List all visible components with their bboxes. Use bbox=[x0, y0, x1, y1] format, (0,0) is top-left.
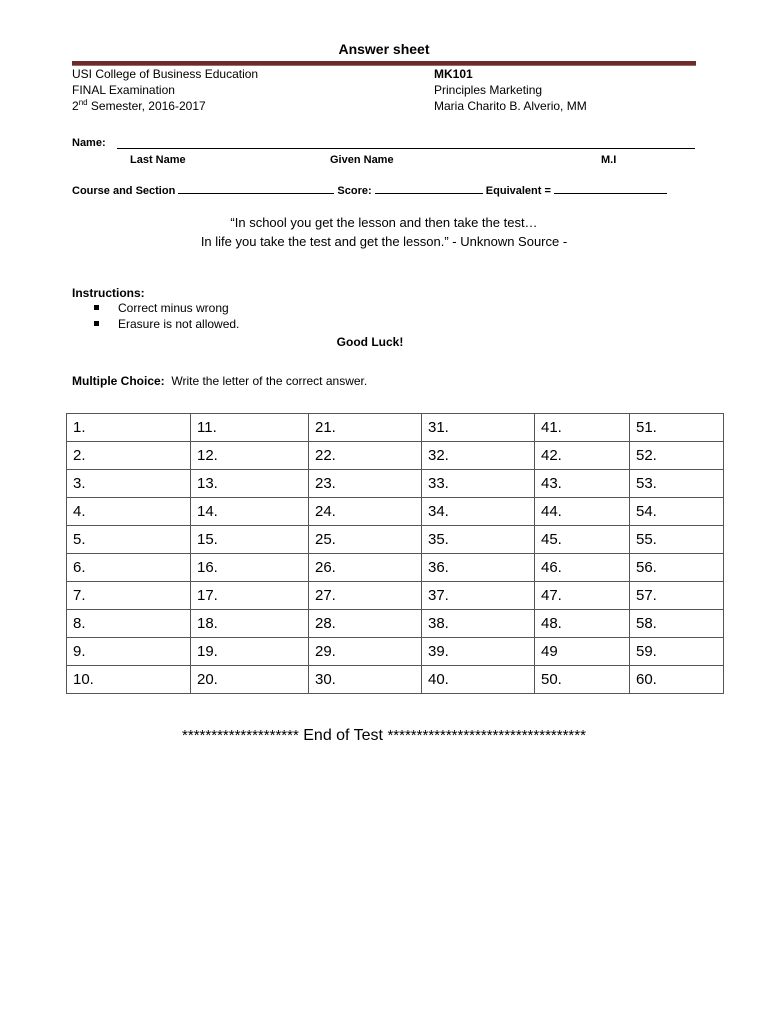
answer-cell[interactable]: 30. bbox=[309, 666, 422, 694]
instruction-text: Erasure is not allowed. bbox=[118, 317, 240, 331]
answer-cell[interactable]: 41. bbox=[535, 414, 630, 442]
answer-cell[interactable]: 27. bbox=[309, 582, 422, 610]
answer-cell[interactable]: 3. bbox=[67, 470, 191, 498]
answer-cell[interactable]: 13. bbox=[191, 470, 309, 498]
answer-cell[interactable]: 43. bbox=[535, 470, 630, 498]
answer-row bbox=[67, 526, 724, 554]
answer-cell[interactable]: 20. bbox=[191, 666, 309, 694]
answer-row bbox=[67, 582, 724, 610]
exam-name: FINAL Examination bbox=[72, 83, 175, 97]
multiple-choice-label: Multiple Choice: bbox=[72, 374, 165, 388]
answer-cell[interactable]: 12. bbox=[191, 442, 309, 470]
answer-cell[interactable]: 14. bbox=[191, 498, 309, 526]
answer-cell[interactable]: 10. bbox=[67, 666, 191, 694]
answer-cell[interactable]: 9. bbox=[67, 638, 191, 666]
instructor-name: Maria Charito B. Alverio, MM bbox=[434, 99, 587, 113]
answer-cell[interactable]: 6. bbox=[67, 554, 191, 582]
answer-cell[interactable]: 47. bbox=[535, 582, 630, 610]
answer-cell[interactable]: 51. bbox=[630, 414, 724, 442]
equivalent-line[interactable] bbox=[554, 183, 667, 194]
answer-cell[interactable]: 17. bbox=[191, 582, 309, 610]
multiple-choice-instruction bbox=[72, 374, 367, 388]
answer-cell[interactable]: 46. bbox=[535, 554, 630, 582]
answer-cell[interactable]: 25. bbox=[309, 526, 422, 554]
answer-cell[interactable]: 2. bbox=[67, 442, 191, 470]
answer-cell[interactable]: 42. bbox=[535, 442, 630, 470]
answer-cell[interactable]: 53. bbox=[630, 470, 724, 498]
answer-cell[interactable]: 29. bbox=[309, 638, 422, 666]
answer-cell[interactable]: 23. bbox=[309, 470, 422, 498]
answer-cell[interactable]: 37. bbox=[422, 582, 535, 610]
multiple-choice-text: Write the letter of the correct answer. bbox=[164, 374, 368, 388]
course-code: MK101 bbox=[434, 67, 473, 81]
quote-line-2: In life you take the test and get the lesson.” - Unknown Source - bbox=[200, 234, 568, 249]
answer-cell[interactable]: 44. bbox=[535, 498, 630, 526]
answer-cell[interactable]: 57. bbox=[630, 582, 724, 610]
bullet-icon bbox=[94, 305, 99, 310]
answer-row bbox=[67, 610, 724, 638]
end-stars-left: ******************** bbox=[182, 727, 299, 744]
answer-cell[interactable]: 22. bbox=[309, 442, 422, 470]
answer-cell[interactable]: 48. bbox=[535, 610, 630, 638]
equivalent-label: Equivalent = bbox=[485, 185, 551, 197]
course-section-label: Course and Section bbox=[72, 185, 176, 197]
end-of-test-text: End of Test bbox=[298, 727, 388, 744]
answer-cell[interactable]: 26. bbox=[309, 554, 422, 582]
answer-row bbox=[67, 666, 724, 694]
answer-cell[interactable]: 38. bbox=[422, 610, 535, 638]
answer-cell[interactable]: 21. bbox=[309, 414, 422, 442]
answer-cell[interactable]: 18. bbox=[191, 610, 309, 638]
instructions-heading: Instructions: bbox=[72, 286, 145, 300]
end-of-test bbox=[0, 727, 768, 745]
answer-cell[interactable]: 45. bbox=[535, 526, 630, 554]
answer-cell[interactable]: 55. bbox=[630, 526, 724, 554]
answer-cell[interactable]: 59. bbox=[630, 638, 724, 666]
answer-cell[interactable]: 33. bbox=[422, 470, 535, 498]
answer-cell[interactable]: 15. bbox=[191, 526, 309, 554]
answer-cell[interactable]: 4. bbox=[67, 498, 191, 526]
answer-cell[interactable]: 1. bbox=[67, 414, 191, 442]
answer-cell[interactable]: 5. bbox=[67, 526, 191, 554]
answer-row bbox=[67, 638, 724, 666]
answer-cell[interactable]: 49 bbox=[535, 638, 630, 666]
answer-cell[interactable]: 39. bbox=[422, 638, 535, 666]
score-label: Score: bbox=[337, 185, 372, 197]
answer-row bbox=[67, 498, 724, 526]
header-right bbox=[434, 66, 587, 114]
end-stars-right: ********************************** bbox=[387, 727, 586, 744]
score-line[interactable] bbox=[375, 183, 483, 194]
name-label: Name: bbox=[72, 137, 106, 149]
answer-cell[interactable]: 35. bbox=[422, 526, 535, 554]
good-luck: Good Luck! bbox=[336, 335, 404, 349]
answer-cell[interactable]: 60. bbox=[630, 666, 724, 694]
answer-cell[interactable]: 31. bbox=[422, 414, 535, 442]
answer-cell[interactable]: 50. bbox=[535, 666, 630, 694]
instruction-item bbox=[72, 300, 239, 316]
course-score-row bbox=[72, 183, 667, 197]
quote bbox=[0, 213, 768, 251]
course-name: Principles Marketing bbox=[434, 83, 543, 97]
answer-row bbox=[67, 414, 724, 442]
name-field bbox=[72, 137, 696, 149]
instruction-text: Correct minus wrong bbox=[118, 301, 229, 315]
answer-cell[interactable]: 7. bbox=[67, 582, 191, 610]
semester bbox=[72, 98, 258, 114]
answer-cell[interactable]: 40. bbox=[422, 666, 535, 694]
answer-cell[interactable]: 36. bbox=[422, 554, 535, 582]
answer-cell[interactable]: 52. bbox=[630, 442, 724, 470]
given-name-label: Given Name bbox=[330, 154, 394, 166]
answer-cell[interactable]: 58. bbox=[630, 610, 724, 638]
last-name-label: Last Name bbox=[130, 154, 186, 166]
name-input-line[interactable] bbox=[117, 148, 695, 149]
answer-cell[interactable]: 54. bbox=[630, 498, 724, 526]
page-title: Answer sheet bbox=[338, 41, 430, 57]
answer-cell[interactable]: 16. bbox=[191, 554, 309, 582]
answer-row bbox=[67, 470, 724, 498]
answer-row bbox=[67, 554, 724, 582]
semester-suffix: nd bbox=[78, 98, 88, 107]
bullet-icon bbox=[94, 321, 99, 326]
instructions-list bbox=[72, 300, 239, 332]
quote-line-1: “In school you get the lesson and then take the test… bbox=[230, 215, 538, 230]
answer-cell[interactable]: 32. bbox=[422, 442, 535, 470]
answer-row bbox=[67, 442, 724, 470]
answer-cell[interactable]: 34. bbox=[422, 498, 535, 526]
answer-table bbox=[66, 413, 724, 694]
instruction-item bbox=[72, 316, 239, 332]
answer-cell[interactable]: 56. bbox=[630, 554, 724, 582]
course-section-line[interactable] bbox=[178, 183, 334, 194]
answer-cell[interactable]: 19. bbox=[191, 638, 309, 666]
answer-cell[interactable]: 8. bbox=[67, 610, 191, 638]
answer-cell[interactable]: 11. bbox=[191, 414, 309, 442]
header-left bbox=[72, 66, 258, 114]
instructions bbox=[72, 286, 239, 332]
answer-cell[interactable]: 28. bbox=[309, 610, 422, 638]
school-name: USI College of Business Education bbox=[72, 67, 259, 81]
mi-label: M.I bbox=[601, 154, 617, 166]
semester-text: Semester, 2016-2017 bbox=[87, 99, 206, 113]
semester-number: 2 bbox=[72, 99, 79, 113]
answer-cell[interactable]: 24. bbox=[309, 498, 422, 526]
